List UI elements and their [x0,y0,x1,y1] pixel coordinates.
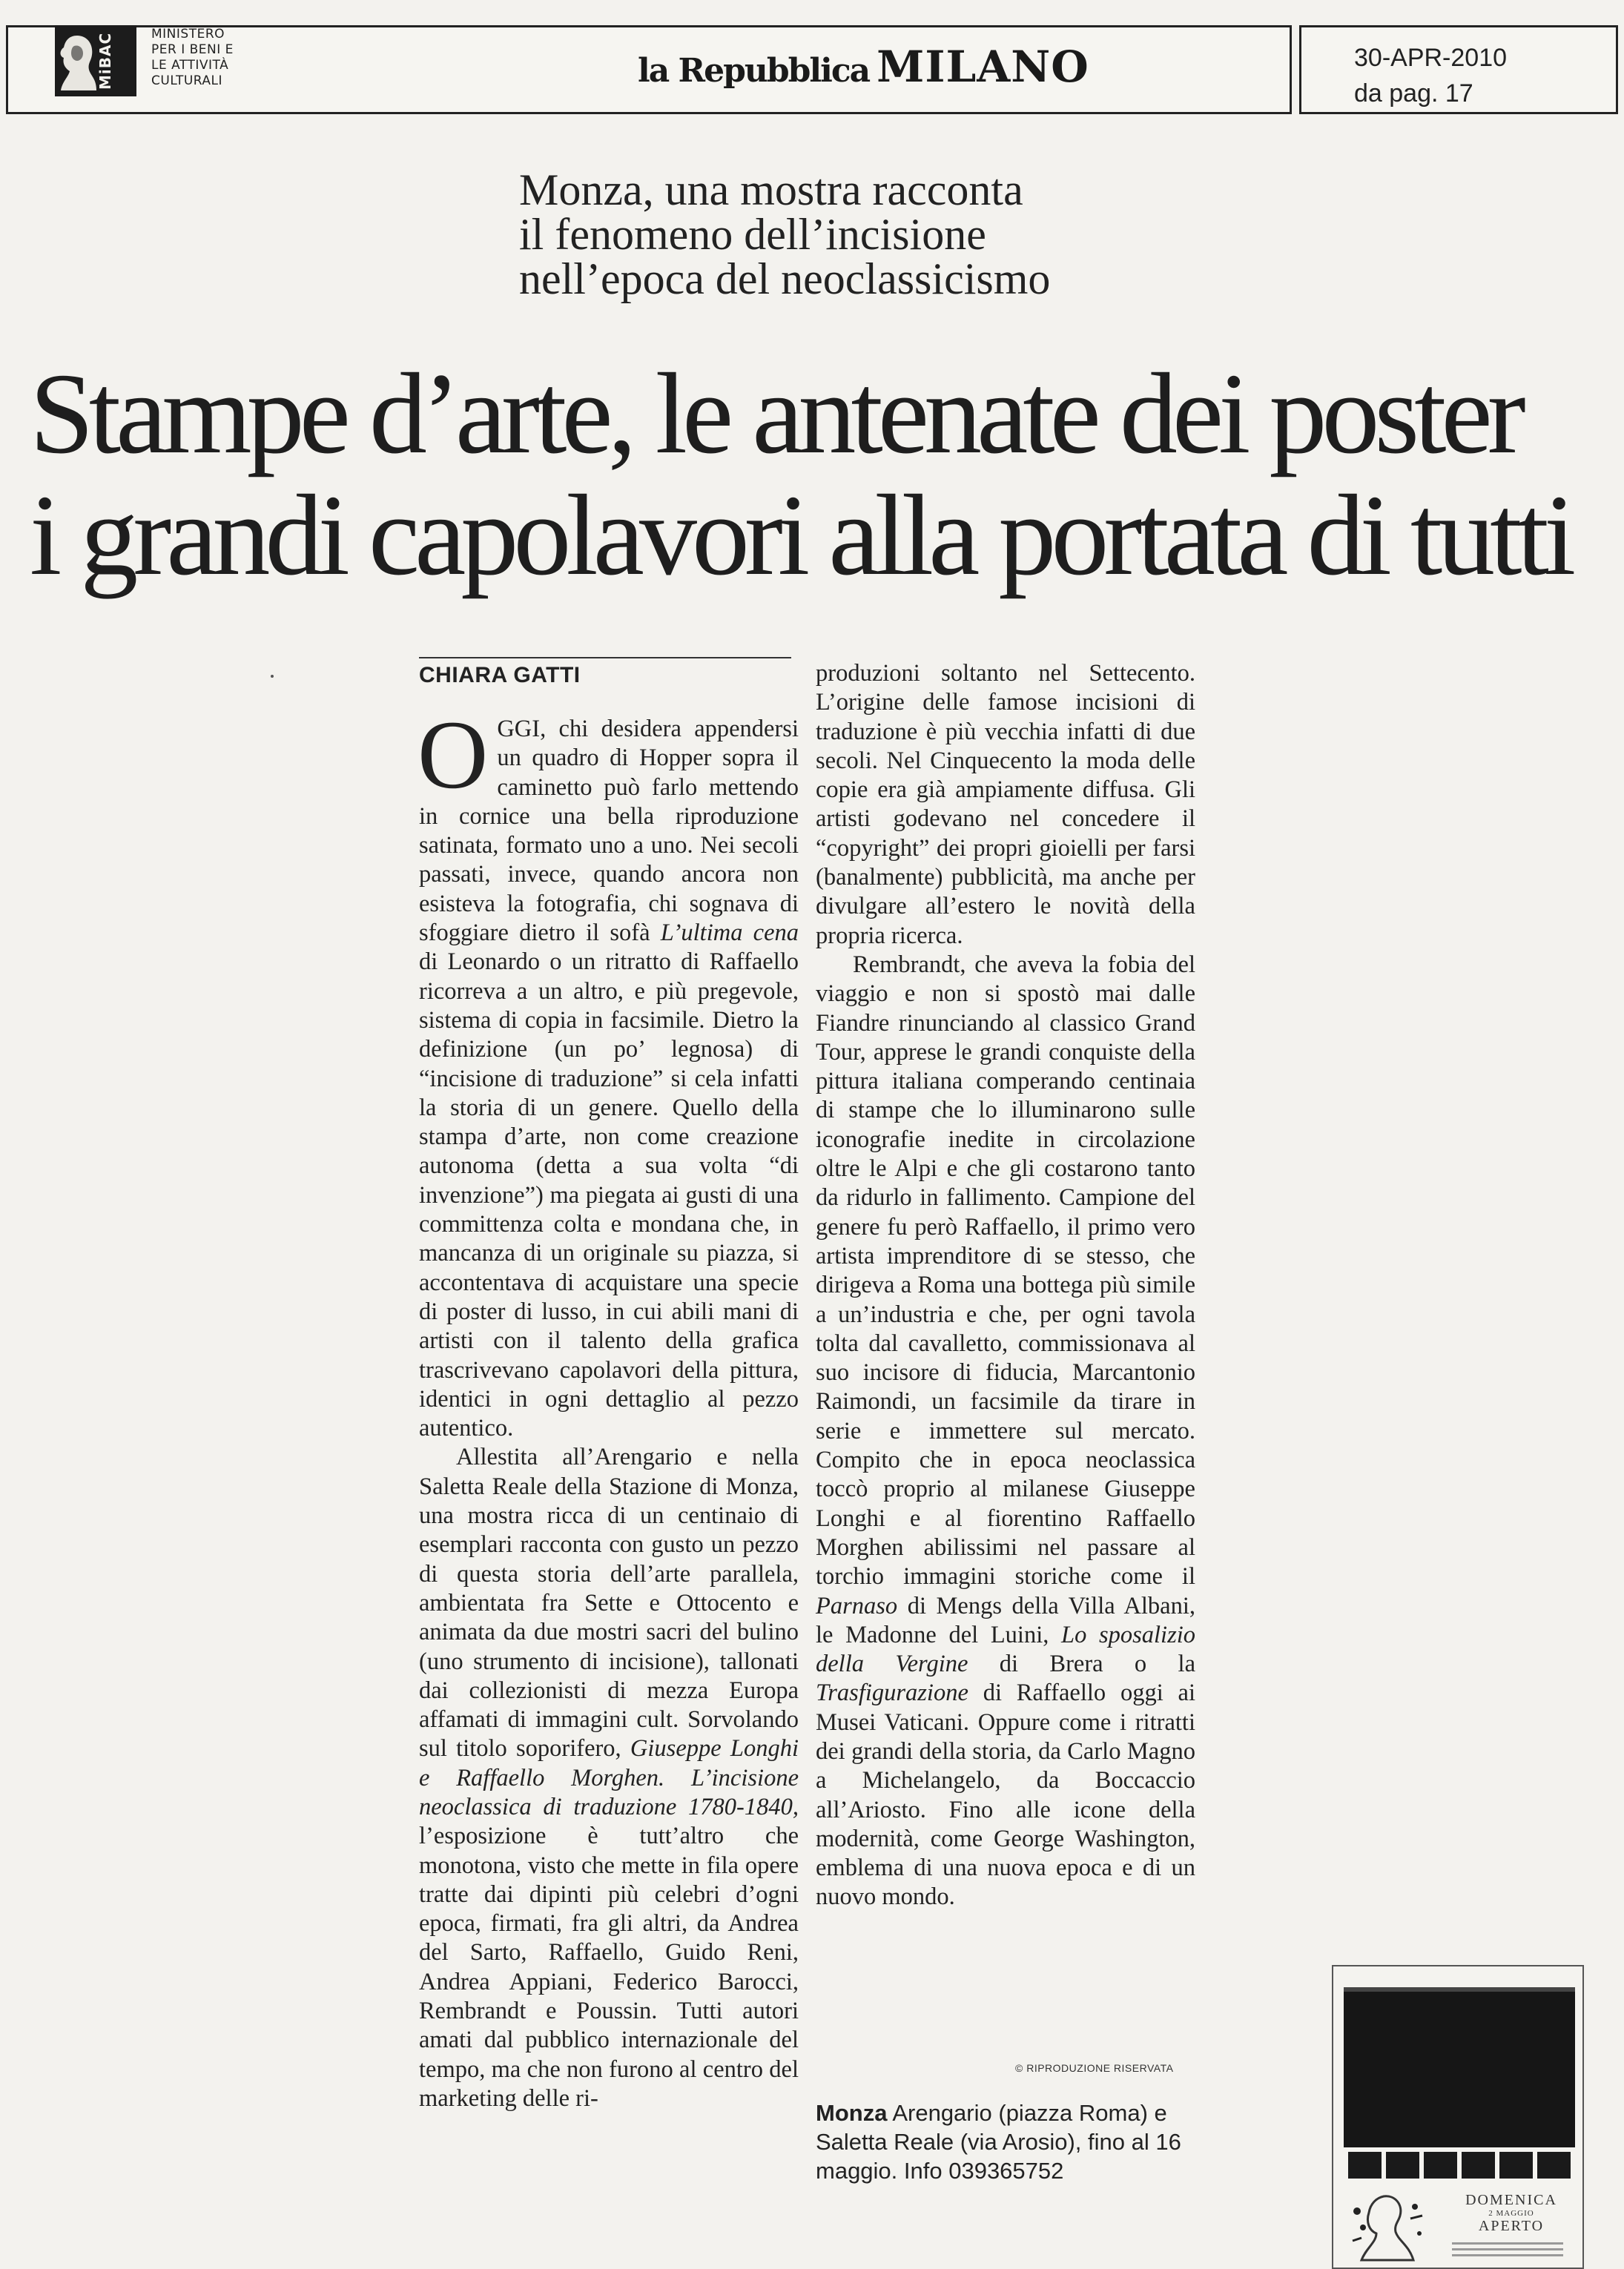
portrait-sketch-icon [1347,2189,1428,2263]
newspaper-masthead [638,42,1089,92]
paragraph-text: di Leonardo o un ritratto di Raffaello ricorreva a un altro, e più pregevole, sistema di copia in facsimile. Dietro la definizione (un po’ legnosa) di “incisione di traduzione” si cela infatti la storia di un genere. Quello della stampa d’arte, non come creazione autonoma (detta a sua volta “di invenzione”) ma piegata ai gusti di una committenza colta e mondana che, in mancanza di un originale su piazza, si accontentava di acquistare una specie di poster di lusso, in cui abili mani di artisti con il talento della grafica trascrivevano capolavori della pittura, identici in ogni dettaglio al pezzo autentico. [419,948,799,1442]
ministry-line: CULTURALI [151,73,223,88]
poster-line: DOMENICA [1465,2192,1557,2208]
poster-dark-panel [1344,1992,1575,2147]
paragraph-text: l’esposizione è tutt’altro che monotona, visto che mette in fila opere tratte dai dipinti più celebri d’ogni epoca, firmati, fra gli altri, da Andrea del Sarto, Raffaello, Guido Reni, Andrea Appiani, Federico Barocci, Rembrandt e Poussin. Tutti autori amati dal pubblico internazionale del tempo, ma che non furono al centro del marketing delle ri- [419,1823,799,2112]
exhibition-poster-image [1332,1965,1584,2269]
paragraph-text: di Brera o la [968,1651,1195,1678]
paragraph [816,659,1195,951]
headline-line: Stampe d’arte, le antenate dei poster [30,349,1521,478]
artwork-title: Lo sposalizio della Vergine [816,1621,1195,1678]
info-city: Monza [816,2100,888,2126]
paragraph-text: GGI, chi desidera appendersi un quadro di Hopper sopra il caminetto può farlo mettendo in cornice una bella riproduzione satinata, formato uno a uno. Nei secoli passati, invece, quando ancora non esisteva la fotografia, chi sognava di sfoggiare dietro il sofà [419,716,799,947]
author-byline: CHIARA GATTI [419,663,581,687]
paragraph-text: Allestita all’Arengario e nella Saletta Reale della Stazione di Monza, una mostra ricca di un centinaio di esemplari racconta con gusto un pezzo di questa storia dell’arte parallela, ambientata fra Sette e Ottocento e animata da due mostri sacri del bulino (uno strumento di incisione), tallonati dai collezionisti di mezza Europa affamati di immagini cult. Sorvolando sul titolo soporifero, [419,1444,799,1763]
newspaper-edition: MILANO [877,42,1089,92]
poster-line: APERTO [1478,2218,1545,2234]
poster-caption [1445,2192,1578,2235]
artwork-title: L’ultima cena [660,919,799,947]
artwork-title: Parnaso [816,1592,898,1619]
poster-cells [1348,2152,1571,2179]
subheadline-line: Monza, una mostra racconta [519,165,1023,214]
article-column-1 [417,700,799,2113]
info-text: Arengario (piazza Roma) e Saletta Reale (via Arosio), fino al 16 maggio. Info 039365752 [816,2100,1181,2184]
ministry-name [151,27,234,89]
mibac-logo-text: MiBAC [96,32,114,90]
ministry-line: LE ATTIVITÀ [151,58,229,73]
drop-cap: O [417,700,489,809]
bust-icon [55,31,96,90]
newspaper-name: la Repubblica [638,52,870,90]
headline-line: i grandi capolavori alla portata di tutti [30,471,1571,599]
exhibition-title: Giuseppe Longhi e Raffaello Morghen. L’incisione neoclassica di traduzione 1780-1840, [419,1735,799,1820]
article-column-2 [816,659,1195,1912]
copyright-notice: © RIPRODUZIONE RISERVATA [1015,2062,1174,2074]
paragraph-text: di Mengs della Villa Albani, le Madonne del Luini, [816,1592,1195,1648]
paragraph-text: di Raffaello oggi ai Musei Vaticani. Oppure come i ritratti dei grandi della storia, da Carlo Magno a Michelangelo, da Boccaccio all’Ariosto. Fino alle icone della modernità, come George Washington, emblema di una nuova epoca e di un nuovo mondo. [816,1680,1195,1911]
date-block [1354,40,1507,111]
poster-fine-print [1452,2242,1563,2260]
paragraph [417,700,799,1443]
subheadline-line: il fenomeno dell’incisione [519,210,986,259]
ministry-line: MINISTERO [151,27,225,42]
mibac-logo [55,25,136,96]
headline [30,349,1571,599]
author-rule [419,657,791,658]
poster-line: 2 MAGGIO [1488,2209,1534,2218]
artwork-title: Trasfigurazione [816,1680,968,1707]
scan-speck [271,675,274,678]
page-reference: da pag. 17 [1354,79,1473,108]
publication-date: 30-APR-2010 [1354,44,1508,72]
ministry-line: PER I BENI E [151,42,234,57]
subheadline-line: nell’epoca del neoclassicismo [519,254,1051,303]
paragraph-text: produzioni soltanto nel Settecento. L’origine delle famose incisioni di traduzione è più vecchia infatti di due secoli. Nel Cinquecento la moda delle copie era già ampiamente diffusa. Gli artisti godevano nel concedere il “copyright” dei propri gioielli per farsi (banalmente) pubblicità, ma anche per divulgare all’estero le novità della propria ricerca. [816,660,1195,949]
exhibition-info [816,2098,1201,2185]
paragraph [419,1443,799,2113]
paragraph [816,951,1195,1912]
paragraph-text: Rembrandt, che aveva la fobia del viaggio e non si spostò mai dalle Fiandre rinunciando al classico Grand Tour, apprese le grandi conquiste della pittura italiana comperando centinaia di stampe che lo illuminarono sulle iconografie inedite in circolazione oltre le Alpi e che gli costarono tanto da ridurlo in fallimento. Campione del genere fu però Raffaello, il primo vero artista imprenditore di se stesso, che dirigeva a Roma una bottega più simile a un’industria e che, per ogni tavola tolta dal cavalletto, commissionava al suo incisore di fiducia, Marcantonio Raimondi, un facsimile da tirare in serie e immettere sul mercato. Compito che in epoca neoclassica toccò proprio al milanese Giuseppe Longhi e al fiorentino Raffaello Morghen abilissimi nel passare al torchio immagini storiche come il [816,951,1195,1591]
subheadline [519,165,1051,303]
